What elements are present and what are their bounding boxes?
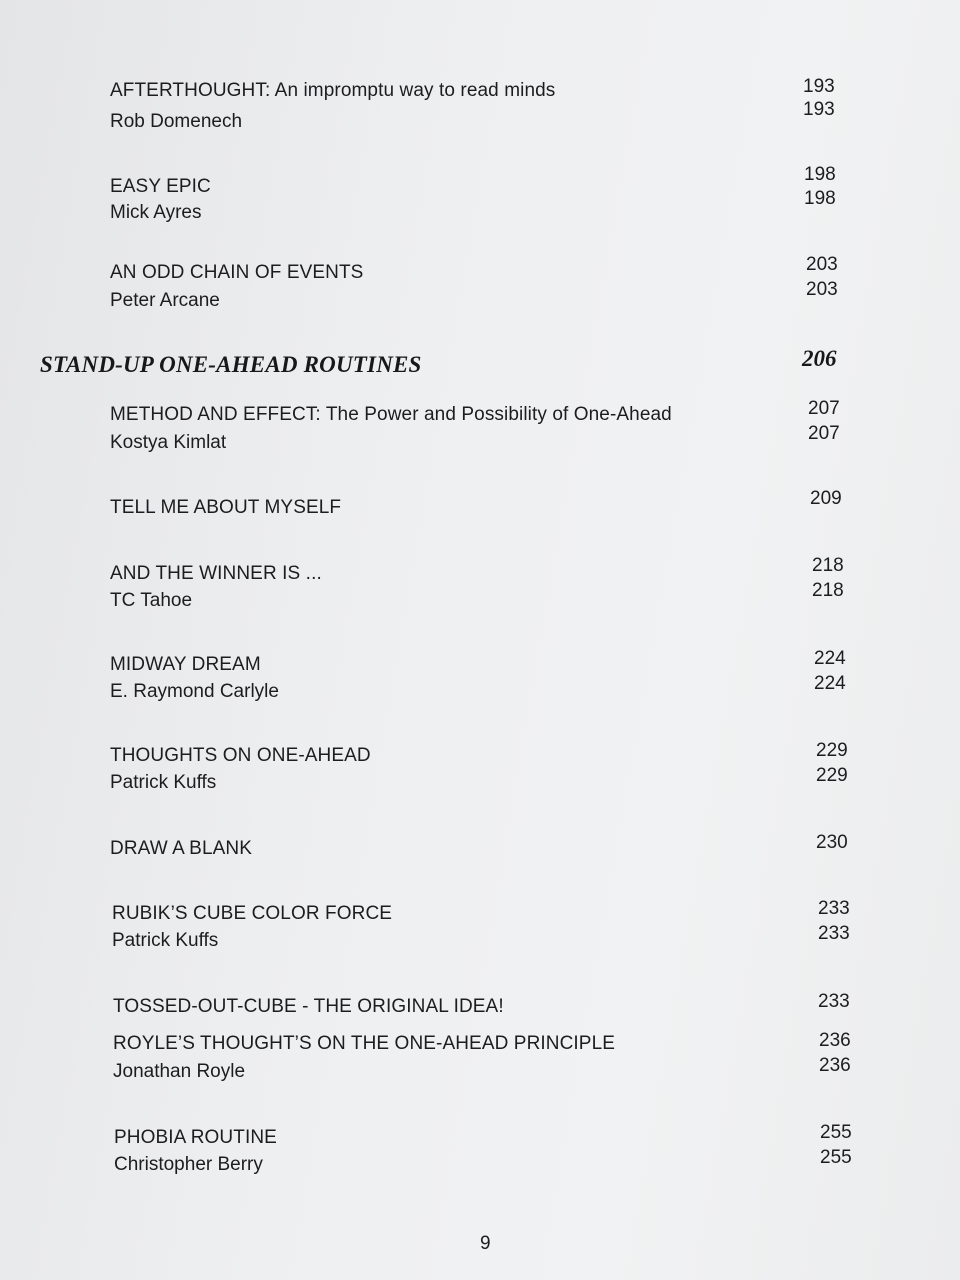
entry-page-number: 203 bbox=[806, 279, 838, 300]
entry-title: AN ODD CHAIN OF EVENTS bbox=[110, 262, 364, 283]
entry-page-number: 193 bbox=[803, 76, 835, 97]
entry-page-number: 236 bbox=[819, 1030, 851, 1051]
entry-page-number: 209 bbox=[810, 488, 842, 509]
entry-author: TC Tahoe bbox=[110, 590, 193, 611]
entry-author: Patrick Kuffs bbox=[110, 772, 217, 793]
entry-page-number: 255 bbox=[820, 1147, 852, 1168]
entry-page-number: 203 bbox=[806, 254, 838, 275]
entry-page-number: 255 bbox=[820, 1122, 852, 1143]
entry-author: Kostya Kimlat bbox=[110, 432, 227, 453]
entry-author: Mick Ayres bbox=[110, 202, 202, 223]
entry-page-number: 229 bbox=[816, 740, 848, 761]
entry-page-number: 193 bbox=[803, 99, 835, 120]
entry-page-number: 224 bbox=[814, 648, 846, 669]
entry-title: RUBIK’S CUBE COLOR FORCE bbox=[112, 903, 393, 924]
entry-page-number: 230 bbox=[816, 832, 848, 853]
entry-title: METHOD AND EFFECT: The Power and Possibility of One-Ahead bbox=[110, 404, 672, 425]
entry-author: Peter Arcane bbox=[110, 290, 220, 311]
entry-title: AND THE WINNER IS ... bbox=[110, 563, 322, 584]
entry-title: MIDWAY DREAM bbox=[110, 654, 261, 675]
entry-page-number: 207 bbox=[808, 423, 840, 444]
entry-title: PHOBIA ROUTINE bbox=[114, 1127, 277, 1148]
entry-title: THOUGHTS ON ONE-AHEAD bbox=[110, 745, 371, 766]
entry-author: Jonathan Royle bbox=[113, 1061, 246, 1082]
entry-author: Patrick Kuffs bbox=[112, 930, 219, 951]
entry-page-number: 224 bbox=[814, 673, 846, 694]
section-page-number: 206 bbox=[802, 346, 837, 371]
entry-page-number: 207 bbox=[808, 398, 840, 419]
entry-title: TOSSED-OUT-CUBE - THE ORIGINAL IDEA! bbox=[113, 996, 504, 1017]
entry-title: EASY EPIC bbox=[110, 176, 211, 197]
page-number-footer: 9 bbox=[480, 1233, 491, 1254]
entry-author: Christopher Berry bbox=[114, 1154, 263, 1175]
entry-title: TELL ME ABOUT MYSELF bbox=[110, 497, 342, 518]
entry-page-number: 218 bbox=[812, 580, 844, 601]
section-heading: STAND-UP ONE-AHEAD ROUTINES bbox=[40, 352, 422, 377]
entry-page-number: 198 bbox=[804, 164, 836, 185]
entry-page-number: 233 bbox=[818, 923, 850, 944]
entry-page-number: 233 bbox=[818, 991, 850, 1012]
entry-page-number: 229 bbox=[816, 765, 848, 786]
entry-page-number: 236 bbox=[819, 1055, 851, 1076]
entry-title: ROYLE’S THOUGHT’S ON THE ONE-AHEAD PRINCIPLE bbox=[113, 1033, 616, 1054]
entry-page-number: 198 bbox=[804, 188, 836, 209]
entry-author: Rob Domenech bbox=[110, 111, 243, 132]
entry-author: E. Raymond Carlyle bbox=[110, 681, 279, 702]
entry-title: AFTERTHOUGHT: An impromptu way to read minds bbox=[110, 80, 556, 101]
entry-page-number: 233 bbox=[818, 898, 850, 919]
entry-title: DRAW A BLANK bbox=[110, 838, 252, 859]
entry-page-number: 218 bbox=[812, 555, 844, 576]
